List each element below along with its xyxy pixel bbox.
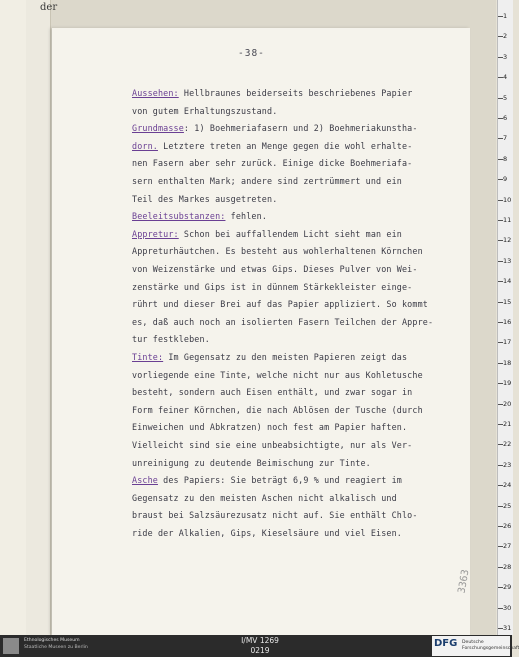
archive-footer (0, 635, 519, 657)
line-text: sern enthalten Mark; andere sind zertrümmert und ein (132, 176, 402, 186)
text-line (132, 510, 418, 520)
museum-logo-icon (3, 638, 19, 654)
ruler-number: 3 (503, 52, 508, 61)
section-heading: Aussehen: (132, 88, 179, 98)
ruler-number: 25 (503, 501, 512, 510)
text-line (132, 440, 412, 450)
line-text: fehlen. (225, 211, 268, 222)
text-line (132, 194, 277, 204)
text-line (132, 422, 407, 432)
text-line (132, 493, 397, 503)
text-line (132, 158, 412, 168)
line-text: rührt und dieser Brei auf das Papier appliziert. So kommt (132, 299, 428, 310)
ruler-number: 21 (503, 420, 512, 428)
line-text: es, daß auch noch an isolierten Fasern Teilchen der Appre- (132, 316, 434, 327)
ruler-number: 12 (503, 236, 512, 245)
text-line (132, 299, 428, 309)
line-text: von Weizenstärke und etwas Gips. Dieses Pulver von Wei- (132, 264, 418, 274)
line-text: Teil des Markes ausgetreten. (132, 193, 278, 204)
text-line (132, 352, 407, 362)
ruler-number: 19 (503, 379, 512, 388)
archive-signature: I/MV 1269 (241, 636, 279, 645)
line-text: Einweichen und Abkratzen) noch fest am Papier haften. (132, 422, 408, 433)
ruler-number: 28 (503, 562, 512, 571)
section-heading: Tinte: (132, 352, 164, 362)
text-line (132, 334, 210, 344)
line-text: Form feiner Körnchen, die nach Ablösen der Tusche (durch (132, 404, 423, 415)
text-line (132, 370, 423, 380)
text-line (132, 176, 402, 186)
line-text: vorliegende eine Tinte, welche nicht nur aus Kohletusche (132, 369, 423, 380)
line-text: Schon bei auffallendem Licht sieht man ein (178, 228, 402, 239)
ruler-number: 1 (503, 12, 508, 20)
section-heading: Appretur: (132, 228, 179, 239)
line-text: Letztere treten an Menge gegen die wohl erhalte- (157, 140, 413, 151)
ruler-number: 8 (503, 154, 508, 163)
ruler-number: 5 (503, 93, 508, 102)
pencil-mark: 3363 (456, 568, 472, 595)
ruler-number: 10 (503, 195, 512, 204)
text-line (132, 211, 267, 221)
line-text: von gutem Erhaltungszustand. (132, 105, 278, 116)
line-text: Hellbraunes beiderseits beschriebenes Papier (178, 88, 413, 98)
document-page (52, 28, 470, 635)
ruler-number: 13 (503, 256, 512, 265)
dfg-name-line1: Deutsche (462, 640, 484, 645)
scale-ruler (497, 0, 513, 635)
text-line (132, 123, 418, 133)
dfg-mark: DFG (434, 638, 458, 649)
text-line (132, 264, 418, 274)
institution-subname: Staatliche Museen zu Berlin (24, 645, 88, 650)
ruler-number: 11 (503, 216, 512, 224)
ruler-number: 20 (503, 399, 512, 408)
section-heading: Grundmasse (132, 123, 184, 134)
ruler-number: 23 (503, 460, 512, 469)
section-heading: dorn. (132, 140, 158, 151)
line-text: Gegensatz zu den meisten Aschen nicht alkalisch und (132, 492, 397, 503)
text-line (132, 317, 433, 327)
page-number: -38- (238, 48, 265, 59)
section-heading: Beeleitsubstanzen: (132, 211, 226, 222)
line-text: Appreturhäutchen. Es besteht aus wohlerhaltenen Körnchen (132, 246, 423, 257)
ruler-number: 30 (503, 603, 512, 612)
underlying-page-text: der (40, 2, 58, 13)
text-line (132, 405, 423, 415)
ruler-number: 14 (503, 277, 512, 286)
section-heading: Asche (132, 475, 158, 486)
line-text: unreinigung zu deutende Beimischung zur Tinte. (132, 457, 371, 468)
text-line (132, 88, 412, 98)
text-line (132, 282, 412, 292)
line-text: zenstärke und Gips ist in dünnem Stärkekleister einge- (132, 281, 413, 292)
ruler-number: 17 (503, 338, 512, 347)
ruler-number: 24 (503, 481, 512, 490)
image-number: 0219 (250, 646, 270, 655)
line-text: besteht, sondern auch Eisen enthält, und zwar sogar in (132, 387, 413, 398)
line-text: Im Gegensatz zu den meisten Papieren zeigt das (163, 352, 408, 362)
dfg-name-line2: Forschungsgemeinschaft (462, 646, 519, 651)
ruler-number: 18 (503, 358, 512, 367)
text-line (132, 458, 371, 468)
text-line (132, 141, 412, 151)
line-text: des Papiers: Sie beträgt 6,9 % und reagiert im (157, 475, 403, 486)
line-text: Vielleicht sind sie eine unbeabsichtigte, nur als Ver- (132, 440, 413, 450)
ruler-number: 22 (503, 440, 512, 449)
ruler-number: 6 (503, 114, 508, 122)
ruler-number: 27 (503, 542, 512, 551)
ruler-number: 16 (503, 318, 512, 326)
line-text: tur festkleben. (132, 334, 210, 345)
line-text: : 1) Boehmeriafasern und 2) Boehmeriakunstha- (183, 123, 418, 134)
text-line (132, 387, 412, 397)
text-line (132, 246, 423, 256)
text-line (132, 106, 277, 116)
ruler-number: 26 (503, 522, 512, 530)
ruler-number: 7 (503, 134, 508, 143)
underlying-page-edge-2 (26, 0, 51, 635)
institution-name: Ethnologisches Museum (24, 638, 80, 643)
line-text: ride der Alkalien, Gips, Kieselsäure und viel Eisen. (132, 528, 402, 538)
line-text: nen Fasern aber sehr zurück. Einige dicke Boehmeriafa- (132, 158, 413, 169)
ruler-number: 2 (503, 32, 508, 41)
dfg-logo (432, 636, 519, 656)
ruler-number: 9 (503, 175, 508, 184)
ruler-number: 31 (503, 624, 512, 632)
ruler-number: 29 (503, 583, 512, 592)
text-line (132, 229, 402, 239)
ruler-number: 4 (503, 73, 508, 82)
line-text: braust bei Salzsäurezusatz nicht auf. Sie enthält Chlo- (132, 510, 418, 521)
text-line (132, 528, 402, 538)
ruler-number: 15 (503, 297, 512, 306)
text-line (132, 475, 402, 485)
